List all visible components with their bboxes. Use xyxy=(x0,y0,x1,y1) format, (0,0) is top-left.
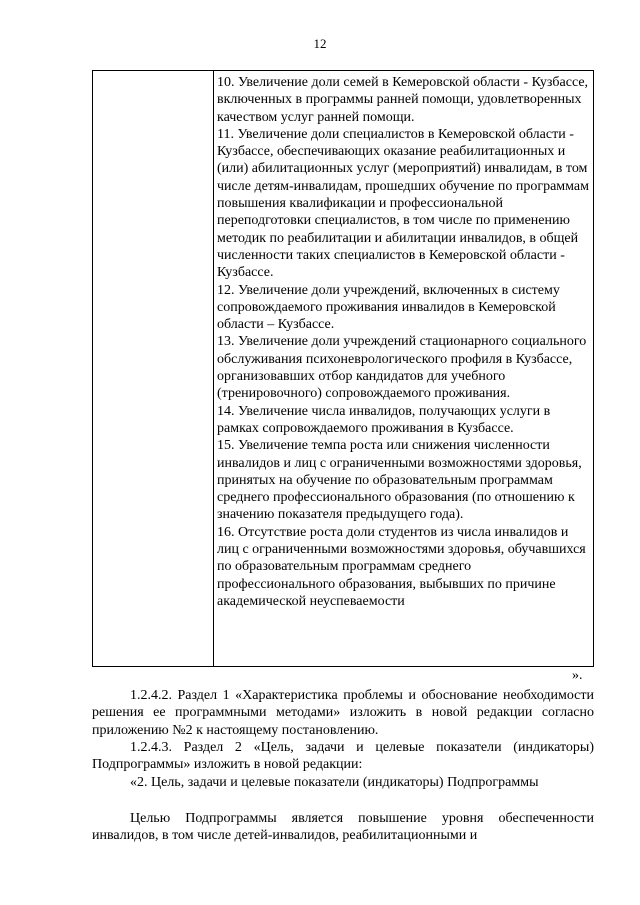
section-heading: «2. Цель, задачи и целевые показатели (индикаторы) Подпрограммы xyxy=(130,775,539,790)
list-item: 11. Увеличение доли специалистов в Кемеровской области - Кузбассе, обеспечивающих оказание реабилитационных и (или) абилитационных услуг (мероприятий) инвалидам, в том числе детям-инвалидам, прошедших обучение по программам повышения квалификации и профессиональной переподготовки специалистов, в том числе по применению методик по реабилитации и абилитации инвалидов, в общей численности таких специалистов в Кемеровской области - Кузбассе. xyxy=(217,126,589,281)
closing-quote: ». xyxy=(572,668,583,683)
list-item: 16. Отсутствие роста доли студентов из числа инвалидов и лиц с ограниченными возможностями здоровья, обучавшихся по образовательным программам среднего профессионального образования, выбывших по причине академической неуспеваемости xyxy=(217,524,586,609)
paragraph-1-2-4-2: 1.2.4.2. Раздел 1 «Характеристика проблемы и обоснование необходимости решения ее программными методами» изложить в новой редакции согласно приложению №2 к настоящему постановлению. xyxy=(92,688,594,738)
list-item: 13. Увеличение доли учреждений стационарного социального обслуживания психоневрологического профиля в Кузбассе, организовавших отбор кандидатов для учебного (тренировочного) сопровождаемого проживания. xyxy=(217,334,587,402)
list-item: 14. Увеличение числа инвалидов, получающих услуги в рамках сопровождаемого проживания в Кузбассе. xyxy=(217,403,551,436)
table-left-cell xyxy=(93,71,214,666)
paragraph-goal: Целью Подпрограммы является повышение уровня обеспеченности инвалидов, в том числе детей-инвалидов, реабилитационными и xyxy=(92,811,594,844)
list-item: 10. Увеличение доли семей в Кемеровской области - Кузбассе, включенных в программы ранней помощи, удовлетворенных качеством услуг ранней помощи. xyxy=(217,75,589,125)
paragraph-1-2-4-3: 1.2.4.3. Раздел 2 «Цель, задачи и целевые показатели (индикаторы) Подпрограммы» изложить в новой редакции: xyxy=(92,740,594,773)
list-item: 12. Увеличение доли учреждений, включенных в систему сопровождаемого проживания инвалидов в Кемеровской области – Кузбассе. xyxy=(217,282,560,333)
page-number: 12 xyxy=(313,36,327,51)
table-right-cell xyxy=(217,74,591,610)
list-item: 15. Увеличение темпа роста или снижения численности инвалидов и лиц с ограниченными возможностями здоровья, принятых на обучение по образовательным программам среднего профессионального образования (по отношению к значению показателя предыдущего года). xyxy=(217,438,582,523)
indicators-table xyxy=(92,70,594,667)
